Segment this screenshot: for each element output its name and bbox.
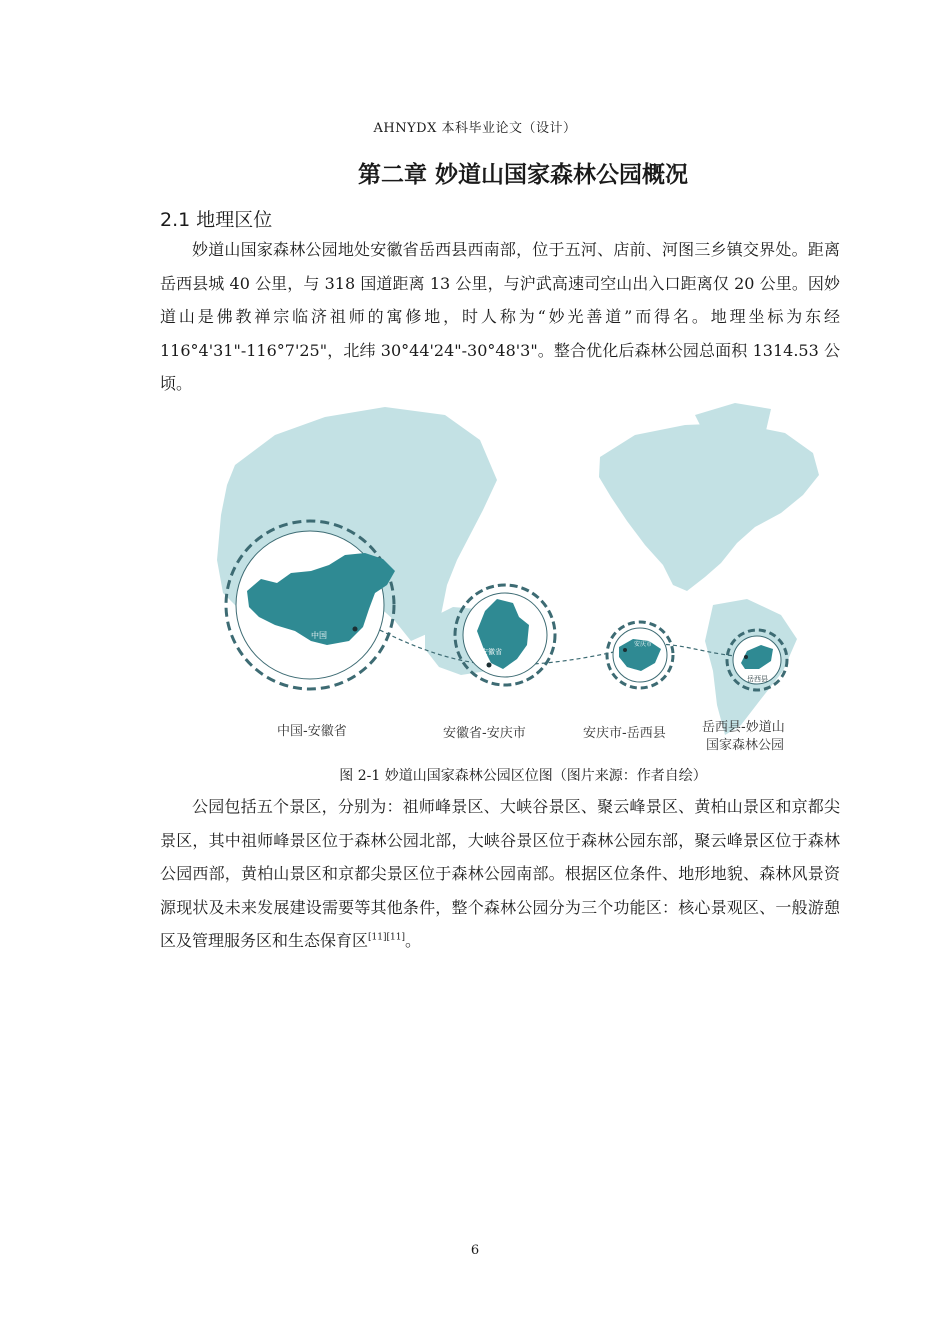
map-label-anhui: 安徽省 (481, 648, 502, 656)
map-label-yuexi: 岳西县 (747, 675, 768, 683)
figure-caption: 图 2-1 妙道山国家森林公园区位图（图片来源：作者自绘） (339, 768, 707, 784)
stage-label-anhui-anqing: 安徽省-安庆市 (443, 726, 526, 741)
stage-label-anqing-yuexi: 安庆市-岳西县 (583, 726, 666, 741)
china-marker (353, 627, 358, 632)
anqing-marker (623, 648, 627, 652)
section-heading: 2.1 地理区位 (160, 209, 273, 231)
paragraph-location: 妙道山国家森林公园地处安徽省岳西县西南部，位于五河、店前、河图三乡镇交界处。距离岳西县城 40 公里，与 318 国道距离 13 公里，与沪武高速司空山出入口距离仅 20 公里。因妙道山是佛教禅宗临济祖师的寓修地，时人称为“妙光善道”而得名。地理坐标为东经 116°4'31"-116°7'25"，北纬 30°44'24"-30°48'3"。整合优化后森林公园总面积 1314.53 公顷。 (160, 240, 840, 393)
map-label-anqing: 安庆市 (634, 641, 653, 648)
anhui-marker (487, 663, 492, 668)
stage-label-china-anhui: 中国-安徽省 (277, 724, 347, 739)
yuexi-marker (744, 655, 748, 659)
paragraph-scenic-areas-text: 公园包括五个景区，分别为：祖师峰景区、大峡谷景区、聚云峰景区、黄柏山景区和京都尖景区，其中祖师峰景区位于森林公园北部，大峡谷景区位于森林公园东部，聚云峰景区位于森林公园西部，黄柏山景区和京都尖景区位于森林公园南部。根据区位条件、地形地貌、森林风景资源现状及未来发展建设需要等其他条件，整个森林公园分为三个功能区：核心景观区、一般游憩区及管理服务区和生态保育区 (160, 797, 840, 950)
stage-label-yuexi-miaodao: 岳西县-妙道山 (702, 720, 785, 735)
map-label-china: 中国 (311, 631, 327, 640)
north-america-landmass (599, 423, 819, 591)
location-figure (215, 395, 835, 760)
stage-label-forest-park: 国家森林公园 (706, 738, 785, 753)
world-map-svg (215, 395, 835, 760)
paragraph-end-punct: 。 (404, 931, 421, 950)
page-number: 6 (470, 1243, 480, 1258)
paragraph-scenic-areas (160, 790, 840, 958)
running-header: AHNYDX 本科毕业论文（设计） (373, 121, 577, 136)
chapter-title: 第二章 妙道山国家森林公园概况 (357, 162, 688, 188)
citation-superscript: [11][11] (368, 932, 405, 943)
